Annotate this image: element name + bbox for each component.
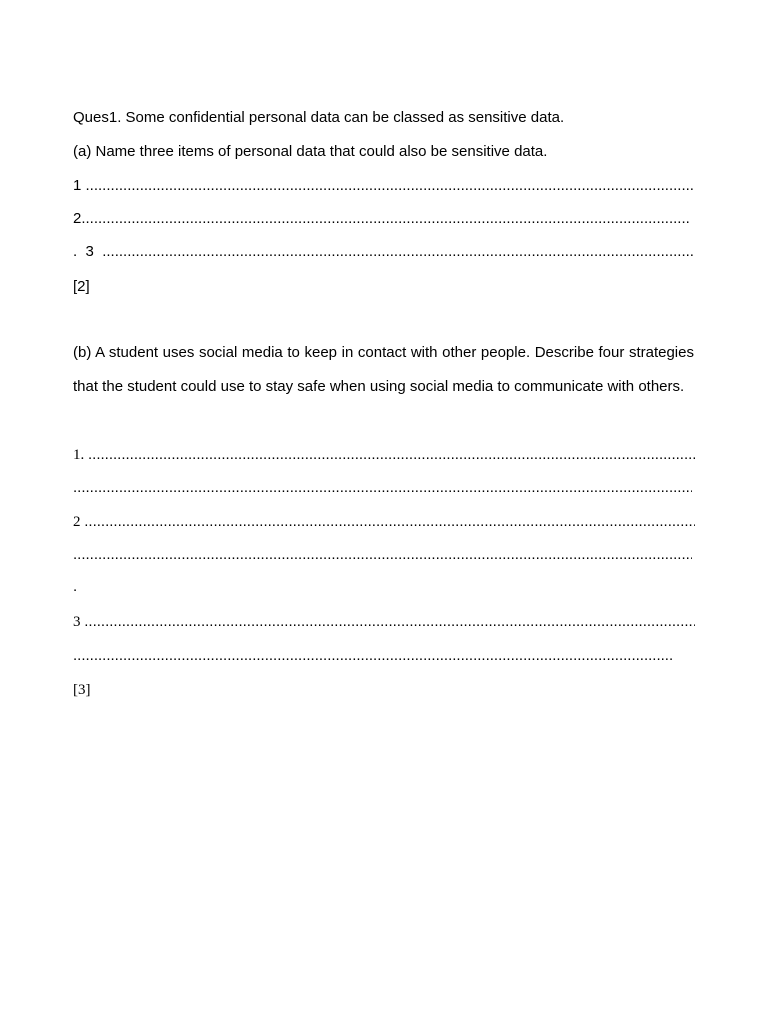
part-a-marks: [2] xyxy=(73,278,90,295)
answer-label: 3 xyxy=(73,614,85,630)
answer-label: . 3 xyxy=(73,243,103,260)
dotted-answer-line xyxy=(102,243,693,261)
question-heading: Ques1. Some confidential personal data can be classed as sensitive data. xyxy=(73,109,565,126)
part-b-answer-line-3[interactable] xyxy=(73,613,695,631)
part-a-answer-line-1[interactable] xyxy=(73,177,693,195)
part-a-prompt: (a) Name three items of personal data that could also be sensitive data. xyxy=(73,143,548,160)
dotted-answer-line xyxy=(86,177,693,195)
part-b-answer-line-1-continued[interactable] xyxy=(73,479,692,497)
dotted-answer-line xyxy=(84,613,695,631)
part-b-prompt: (b) A student uses social media to keep in contact with other people. Describe four strategies that the student could use to stay safe when using social media to communicate with others. xyxy=(73,344,694,395)
dotted-answer-line xyxy=(88,446,695,464)
part-b-answer-line-2-continued[interactable] xyxy=(73,546,692,564)
part-b-answer-line-3-continued[interactable] xyxy=(73,647,673,665)
answer-label: 2 xyxy=(73,514,85,530)
part-a-answer-line-3[interactable] xyxy=(73,243,693,261)
dotted-answer-line xyxy=(86,210,691,228)
part-b-answer-line-2[interactable] xyxy=(73,513,695,531)
answer-label: 1 xyxy=(73,177,86,194)
stray-dot: . xyxy=(73,578,78,595)
dotted-answer-line xyxy=(84,513,695,531)
part-b-marks: [3] xyxy=(73,682,91,698)
answer-label: 1. xyxy=(73,447,88,463)
answer-label: 2. xyxy=(73,210,86,227)
part-a-answer-line-2[interactable] xyxy=(73,210,691,228)
dotted-answer-line xyxy=(73,546,692,564)
dotted-answer-line xyxy=(73,647,673,665)
part-b-answer-line-1[interactable] xyxy=(73,446,695,464)
dotted-answer-line xyxy=(73,479,692,497)
